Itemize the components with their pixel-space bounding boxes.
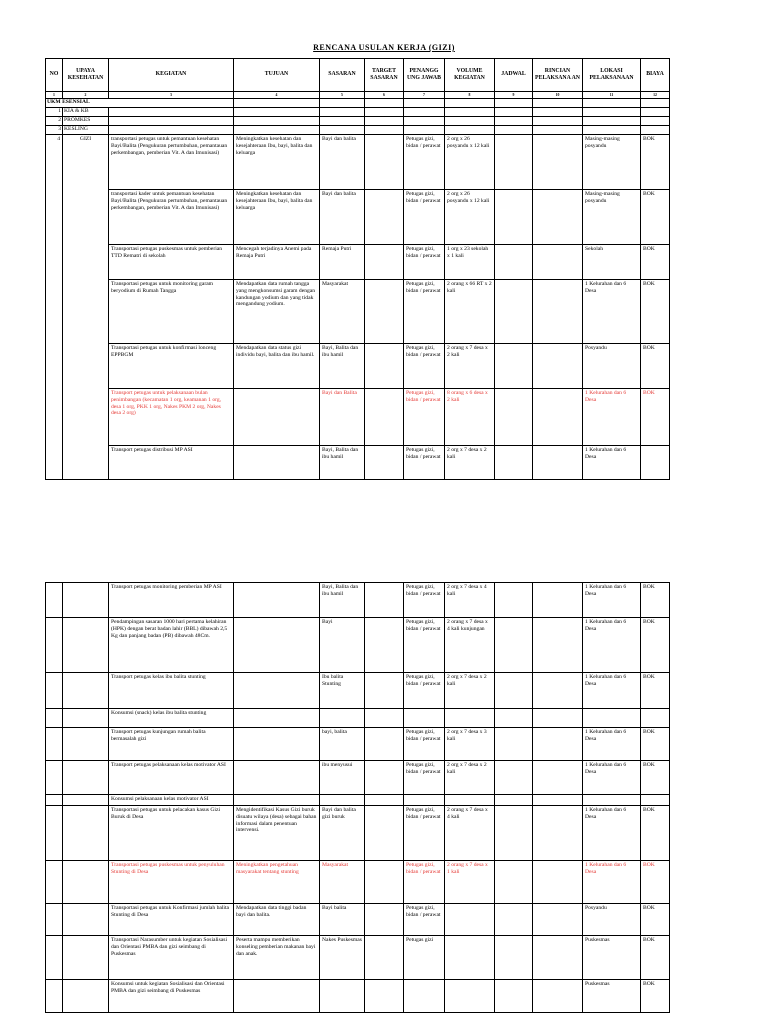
column-number: 8 <box>445 92 495 99</box>
rincian-cell <box>533 980 583 1013</box>
rincian-cell <box>533 245 583 280</box>
column-number: 7 <box>404 92 445 99</box>
work-plan-table-page-2 <box>45 582 670 1013</box>
volume-cell: 2 orang x 7 desa x 4 kali kunjungan <box>445 618 495 673</box>
no-cell <box>46 806 63 861</box>
rincian-cell <box>533 673 583 709</box>
jadwal-cell <box>495 728 533 761</box>
column-number: 11 <box>583 92 641 99</box>
table-row <box>46 795 670 806</box>
upaya-cell <box>63 761 109 795</box>
jadwal-cell <box>495 673 533 709</box>
penanggung-jawab-cell: Petugas gizi, bidan / perawat <box>404 904 445 936</box>
volume-cell: 2 orang x 7 desa x 4 kali <box>445 806 495 861</box>
column-number: 6 <box>365 92 404 99</box>
lokasi-cell <box>583 709 641 728</box>
jadwal-cell <box>495 795 533 806</box>
lokasi-cell: 1 Kelurahan dan 6 Desa <box>583 618 641 673</box>
table-row <box>46 280 670 344</box>
sasaran-cell: Bayi <box>320 618 365 673</box>
target-cell <box>365 389 404 446</box>
tujuan-cell <box>234 618 320 673</box>
penanggung-jawab-cell: Petugas gizi, bidan / perawat <box>404 673 445 709</box>
program-row <box>46 117 670 126</box>
kegiatan-cell: Transport petugas kelas ibu balita stunting <box>109 673 234 709</box>
header-cell: BIAYA <box>641 59 670 92</box>
sasaran-cell: Bayi dan Balita <box>320 389 365 446</box>
biaya-cell: BOK <box>641 673 670 709</box>
rincian-cell <box>533 344 583 389</box>
sasaran-cell: Bayi dan balita <box>320 135 365 190</box>
biaya-cell: BOK <box>641 389 670 446</box>
work-plan-table-page-1 <box>45 58 670 480</box>
volume-cell: 2 org x 26 posyandu x 12 kali <box>445 190 495 245</box>
program-number: 3 <box>46 126 63 135</box>
kegiatan-cell: Konsumsi (snack) kelas ibu balita stunting <box>109 709 234 728</box>
target-cell <box>365 728 404 761</box>
rincian-cell <box>533 806 583 861</box>
header-cell: SASARAN <box>320 59 365 92</box>
volume-cell <box>445 980 495 1013</box>
tujuan-cell <box>234 583 320 618</box>
column-number: 9 <box>495 92 533 99</box>
target-cell <box>365 980 404 1013</box>
kegiatan-cell: Transport petugas monitoring pemberian MP ASI <box>109 583 234 618</box>
table-row <box>46 904 670 936</box>
lokasi-cell: 1 Kelurahan dan 6 Desa <box>583 280 641 344</box>
no-cell <box>46 861 63 904</box>
lokasi-cell: Sekolah <box>583 245 641 280</box>
lokasi-cell: 1 Kelurahan dan 6 Desa <box>583 806 641 861</box>
volume-cell: 2 orang x 7 desa x 1 kali <box>445 861 495 904</box>
jadwal-cell <box>495 344 533 389</box>
jadwal-cell <box>495 446 533 480</box>
table-row <box>46 728 670 761</box>
table-row <box>46 583 670 618</box>
jadwal-cell <box>495 583 533 618</box>
rincian-cell <box>533 709 583 728</box>
penanggung-jawab-cell: Petugas gizi <box>404 936 445 980</box>
sasaran-cell: Nakes Puskesmas <box>320 936 365 980</box>
kegiatan-cell: Transport petugas kunjungan rumah balita bermasalah gizi <box>109 728 234 761</box>
target-cell <box>365 446 404 480</box>
sasaran-cell: Remaja Putri <box>320 245 365 280</box>
penanggung-jawab-cell: Petugas gizi, bidan / perawat <box>404 861 445 904</box>
sasaran-cell: Bayi, Balita dan ibu hamil <box>320 446 365 480</box>
sasaran-cell: bayi, balita <box>320 728 365 761</box>
table-row <box>46 245 670 280</box>
table-row <box>46 861 670 904</box>
kegiatan-cell: Transportasi petugas puskesmas untuk pemberian TTD Rematri di sekolah <box>109 245 234 280</box>
rincian-cell <box>533 389 583 446</box>
tujuan-cell <box>234 709 320 728</box>
volume-cell: 2 org x 26 posyandu x 12 kali <box>445 135 495 190</box>
table-row <box>46 980 670 1013</box>
rincian-cell <box>533 795 583 806</box>
upaya-cell <box>63 980 109 1013</box>
rincian-cell <box>533 761 583 795</box>
volume-cell: 2 org x 7 desa x 3 kali <box>445 728 495 761</box>
sasaran-cell: ibu menyusui <box>320 761 365 795</box>
penanggung-jawab-cell: Petugas gizi, bidan / perawat <box>404 135 445 190</box>
upaya-cell <box>63 806 109 861</box>
biaya-cell: BOK <box>641 728 670 761</box>
volume-cell <box>445 795 495 806</box>
table-row <box>46 709 670 728</box>
header-cell: VOLUME KEGIATAN <box>445 59 495 92</box>
sasaran-cell: Bayi dan balita <box>320 190 365 245</box>
upaya-cell <box>63 673 109 709</box>
kegiatan-cell: Pendampingan sasaran 1000 hari pertama kelahiran (HPK) dengan berat badan lahir (BBL) dibawah 2,5 Kg dan panjang badan (PB) dibawah 48Cm. <box>109 618 234 673</box>
lokasi-cell: Puskesmas <box>583 980 641 1013</box>
volume-cell: 1 org x 23 sekolah x 1 kali <box>445 245 495 280</box>
kegiatan-cell: Transport petugas distribusi MP ASI <box>109 446 234 480</box>
lokasi-cell: 1 Kelurahan dan 6 Desa <box>583 389 641 446</box>
header-cell: PENANGG UNG JAWAB <box>404 59 445 92</box>
program-number: 1 <box>46 108 63 117</box>
column-number: 2 <box>63 92 109 99</box>
tujuan-cell <box>234 761 320 795</box>
no-cell <box>46 618 63 673</box>
penanggung-jawab-cell: Petugas gizi, bidan / perawat <box>404 245 445 280</box>
no-cell <box>46 795 63 806</box>
lokasi-cell: 1 Kelurahan dan 6 Desa <box>583 728 641 761</box>
biaya-cell: BOK <box>641 618 670 673</box>
biaya-cell <box>641 795 670 806</box>
kegiatan-cell: Transport petugas untuk pelaksanaan bulan penimbangan (kecamatan 1 org, keamanan 1 org, desa 1 org, PKK 1 org, Nakes PKM 2 org, Nakes desa 2 org) <box>109 389 234 446</box>
lokasi-cell: Masing-masing posyandu <box>583 135 641 190</box>
penanggung-jawab-cell <box>404 795 445 806</box>
volume-cell: 2 org x 7 desa x 2 kali <box>445 446 495 480</box>
jadwal-cell <box>495 389 533 446</box>
sasaran-cell <box>320 795 365 806</box>
tujuan-cell: Mendapatkan data tinggi badan bayi dan balita. <box>234 904 320 936</box>
lokasi-cell: 1 Kelurahan dan 6 Desa <box>583 583 641 618</box>
penanggung-jawab-cell: Petugas gizi, bidan / perawat <box>404 190 445 245</box>
volume-cell: 8 orang x 6 desa x 2 kali <box>445 389 495 446</box>
no-cell <box>46 673 63 709</box>
program-name: KIA & KB <box>63 108 109 117</box>
section-row <box>46 99 670 108</box>
table-row <box>46 618 670 673</box>
lokasi-cell: 1 Kelurahan dan 6 Desa <box>583 673 641 709</box>
target-cell <box>365 344 404 389</box>
jadwal-cell <box>495 709 533 728</box>
no-cell <box>46 980 63 1013</box>
column-number: 1 <box>46 92 63 99</box>
header-cell: JADWAL <box>495 59 533 92</box>
penanggung-jawab-cell: Petugas gizi, bidan / perawat <box>404 618 445 673</box>
penanggung-jawab-cell <box>404 709 445 728</box>
no-cell <box>46 728 63 761</box>
sasaran-cell: Bayi dan balita gizi buruk <box>320 806 365 861</box>
tujuan-cell <box>234 673 320 709</box>
target-cell <box>365 904 404 936</box>
table-row <box>46 135 670 190</box>
section-label: UKM ESENSIAL <box>46 99 234 108</box>
biaya-cell: BOK <box>641 245 670 280</box>
header-cell: NO <box>46 59 63 92</box>
lokasi-cell: 1 Kelurahan dan 6 Desa <box>583 446 641 480</box>
biaya-cell: BOK <box>641 861 670 904</box>
rincian-cell <box>533 728 583 761</box>
penanggung-jawab-cell: Petugas gizi, bidan / perawat <box>404 728 445 761</box>
jadwal-cell <box>495 280 533 344</box>
table-row <box>46 806 670 861</box>
upaya-cell <box>63 709 109 728</box>
lokasi-cell: Masing-masing posyandu <box>583 190 641 245</box>
tujuan-cell: Mengidentifikasi Kasus Gizi buruk disuatu wilaya (desa) sebagai bahan informasi dalam penentuan intervensi. <box>234 806 320 861</box>
volume-cell: 2 orang x 7 desa x 2 kali <box>445 344 495 389</box>
target-cell <box>365 806 404 861</box>
sasaran-cell: Bayi, Balita dan ibu hamil <box>320 583 365 618</box>
column-number: 3 <box>109 92 234 99</box>
header-cell: LOKASI PELAKSANAAN <box>583 59 641 92</box>
lokasi-cell <box>583 795 641 806</box>
rincian-cell <box>533 280 583 344</box>
kegiatan-cell: transportasi petugas untuk pemantuan kesehatan Bayi/Balita (Pengukuran pertumbuhan, pemantauan perkembangan, pemberian Vit. A dan Imunisasi) <box>109 135 234 190</box>
upaya-cell <box>63 904 109 936</box>
volume-cell: 2 org x 7 desa x 2 kali <box>445 761 495 795</box>
penanggung-jawab-cell: Petugas gizi, bidan / perawat <box>404 446 445 480</box>
kegiatan-cell: Transportasi petugas untuk monitoring garam beryodium di Rumah Tangga <box>109 280 234 344</box>
kegiatan-cell: Transportasi petugas puskesmas untuk penyuluhan Stunting di Desa <box>109 861 234 904</box>
column-number: 4 <box>234 92 320 99</box>
biaya-cell: BOK <box>641 806 670 861</box>
penanggung-jawab-cell <box>404 980 445 1013</box>
table-row <box>46 190 670 245</box>
jadwal-cell <box>495 936 533 980</box>
lokasi-cell: Posyandu <box>583 344 641 389</box>
jadwal-cell <box>495 904 533 936</box>
sasaran-cell: Masyarakat <box>320 861 365 904</box>
header-cell: UPAYA KESEHATAN <box>63 59 109 92</box>
tujuan-cell: Meningkatkan pengetahuan masyarakat tentang stunting <box>234 861 320 904</box>
volume-cell <box>445 709 495 728</box>
tujuan-cell: Mendapatkan data rumah tangga yang mengkonsumsi garam dengan kandungan yodium dan yang tidak mengandung yodium. <box>234 280 320 344</box>
table-row <box>46 344 670 389</box>
target-cell <box>365 618 404 673</box>
table-row <box>46 446 670 480</box>
sasaran-cell: Bayi balita <box>320 904 365 936</box>
upaya-cell <box>63 618 109 673</box>
header-cell: KEGIATAN <box>109 59 234 92</box>
tujuan-cell: Meningkatkan kesehatan dan kesejahteraan Ibu, bayi, balita dan keluarga <box>234 135 320 190</box>
rincian-cell <box>533 190 583 245</box>
penanggung-jawab-cell: Petugas gizi, bidan / perawat <box>404 583 445 618</box>
program-number: 2 <box>46 117 63 126</box>
biaya-cell: BOK <box>641 344 670 389</box>
volume-cell <box>445 904 495 936</box>
biaya-cell: BOK <box>641 761 670 795</box>
rincian-cell <box>533 861 583 904</box>
kegiatan-cell: Transport petugas pelaksanaan kelas motivator ASI <box>109 761 234 795</box>
jadwal-cell <box>495 861 533 904</box>
rincian-cell <box>533 583 583 618</box>
volume-cell: 2 org x 7 desa x 2 kali <box>445 673 495 709</box>
tujuan-cell <box>234 446 320 480</box>
kegiatan-cell: Transportasi petugas untuk Konfirmasi jumlah balita Stunting di Desa <box>109 904 234 936</box>
no-cell <box>46 761 63 795</box>
tujuan-cell: Mencegah terjadinya Anemi pada Remaja Putri <box>234 245 320 280</box>
penanggung-jawab-cell: Petugas gizi, bidan / perawat <box>404 761 445 795</box>
rincian-cell <box>533 618 583 673</box>
target-cell <box>365 761 404 795</box>
volume-cell <box>445 936 495 980</box>
biaya-cell: BOK <box>641 980 670 1013</box>
biaya-cell: BOK <box>641 936 670 980</box>
target-cell <box>365 673 404 709</box>
column-number: 10 <box>533 92 583 99</box>
header-row <box>46 59 670 92</box>
target-cell <box>365 245 404 280</box>
biaya-cell <box>641 709 670 728</box>
column-number-row <box>46 92 670 99</box>
biaya-cell: BOK <box>641 280 670 344</box>
header-cell: TUJUAN <box>234 59 320 92</box>
document-title: RENCANA USULAN KERJA (GIZI) <box>313 43 455 52</box>
volume-cell: 2 orang x 66 RT x 2 kali <box>445 280 495 344</box>
lokasi-cell: Posyandu <box>583 904 641 936</box>
lokasi-cell: 1 Kelurahan dan 6 Desa <box>583 861 641 904</box>
tujuan-cell: Meningkatkan kesehatan dan kesejahteraan Ibu, bayi, balita dan keluarga <box>234 190 320 245</box>
jadwal-cell <box>495 190 533 245</box>
biaya-cell: BOK <box>641 583 670 618</box>
column-number: 5 <box>320 92 365 99</box>
penanggung-jawab-cell: Petugas gizi, bidan / perawat <box>404 344 445 389</box>
target-cell <box>365 135 404 190</box>
tujuan-cell <box>234 728 320 761</box>
kegiatan-cell: Transportasi Narasumber untuk kegiatan Sosialisasi dan Orientasi PMBA dan gizi seimbang di Puskesmas <box>109 936 234 980</box>
program-number: 4 <box>46 135 63 480</box>
lokasi-cell: 1 Kelurahan dan 6 Desa <box>583 761 641 795</box>
kegiatan-cell: Transportasi petugas untuk konfirmasi lonceng EPPBGM <box>109 344 234 389</box>
penanggung-jawab-cell: Petugas gizi, bidan / perawat <box>404 280 445 344</box>
table-row <box>46 389 670 446</box>
sasaran-cell: Bayi, Balita dan ibu hamil <box>320 344 365 389</box>
biaya-cell: BOK <box>641 135 670 190</box>
target-cell <box>365 280 404 344</box>
column-number: 12 <box>641 92 670 99</box>
target-cell <box>365 936 404 980</box>
sasaran-cell: Ibu balita Stunting <box>320 673 365 709</box>
rincian-cell <box>533 936 583 980</box>
program-row <box>46 126 670 135</box>
rincian-cell <box>533 135 583 190</box>
biaya-cell: BOK <box>641 904 670 936</box>
penanggung-jawab-cell: Petugas gizi, bidan / perawat <box>404 806 445 861</box>
target-cell <box>365 583 404 618</box>
kegiatan-cell: Konsumsi pelaksanaan kelas motivator ASI <box>109 795 234 806</box>
sasaran-cell: Masyarakat <box>320 280 365 344</box>
target-cell <box>365 861 404 904</box>
target-cell <box>365 190 404 245</box>
program-name: GIZI <box>63 135 109 480</box>
tujuan-cell: Peserta mampu memberikan konseling pemberian makanan bayi dan anak. <box>234 936 320 980</box>
kegiatan-cell: Transportasi petugas untuk pelacakan kasus Gizi Buruk di Desa <box>109 806 234 861</box>
upaya-cell <box>63 583 109 618</box>
upaya-cell <box>63 936 109 980</box>
table-row <box>46 673 670 709</box>
tujuan-cell <box>234 980 320 1013</box>
target-cell <box>365 709 404 728</box>
jadwal-cell <box>495 806 533 861</box>
upaya-cell <box>63 795 109 806</box>
tujuan-cell <box>234 795 320 806</box>
biaya-cell: BOK <box>641 190 670 245</box>
sasaran-cell <box>320 709 365 728</box>
jadwal-cell <box>495 761 533 795</box>
jadwal-cell <box>495 618 533 673</box>
tujuan-cell: Mendapatkan data status gizi individu bayi, balita dan ibu hamil. <box>234 344 320 389</box>
program-row <box>46 108 670 117</box>
lokasi-cell: Puskesmas <box>583 936 641 980</box>
program-name: KESLING <box>63 126 109 135</box>
program-name: PROMKES <box>63 117 109 126</box>
header-cell: TARGET SASARAN <box>365 59 404 92</box>
no-cell <box>46 936 63 980</box>
header-cell: RINCIAN PELAKSANA AN <box>533 59 583 92</box>
biaya-cell <box>641 446 670 480</box>
table-row <box>46 761 670 795</box>
upaya-cell <box>63 728 109 761</box>
jadwal-cell <box>495 245 533 280</box>
jadwal-cell <box>495 135 533 190</box>
no-cell <box>46 583 63 618</box>
table-row <box>46 936 670 980</box>
kegiatan-cell: Konsumsi untuk kegiatan Sosialisasi dan Orientasi PMBA dan gizi seimbang di Puskesmas <box>109 980 234 1013</box>
sasaran-cell <box>320 980 365 1013</box>
kegiatan-cell: transportasi kader untuk pemantuan kesehatan Bayi/Balita (Pengukuran pertumbuhan, pemantauan perkembangan, pemberian Vit. A dan Imunisasi) <box>109 190 234 245</box>
rincian-cell <box>533 904 583 936</box>
upaya-cell <box>63 861 109 904</box>
no-cell <box>46 904 63 936</box>
penanggung-jawab-cell: Petugas gizi, bidan / perawat <box>404 389 445 446</box>
rincian-cell <box>533 446 583 480</box>
target-cell <box>365 795 404 806</box>
volume-cell: 2 org x 7 desa x 4 kali <box>445 583 495 618</box>
tujuan-cell <box>234 389 320 446</box>
jadwal-cell <box>495 980 533 1013</box>
no-cell <box>46 709 63 728</box>
